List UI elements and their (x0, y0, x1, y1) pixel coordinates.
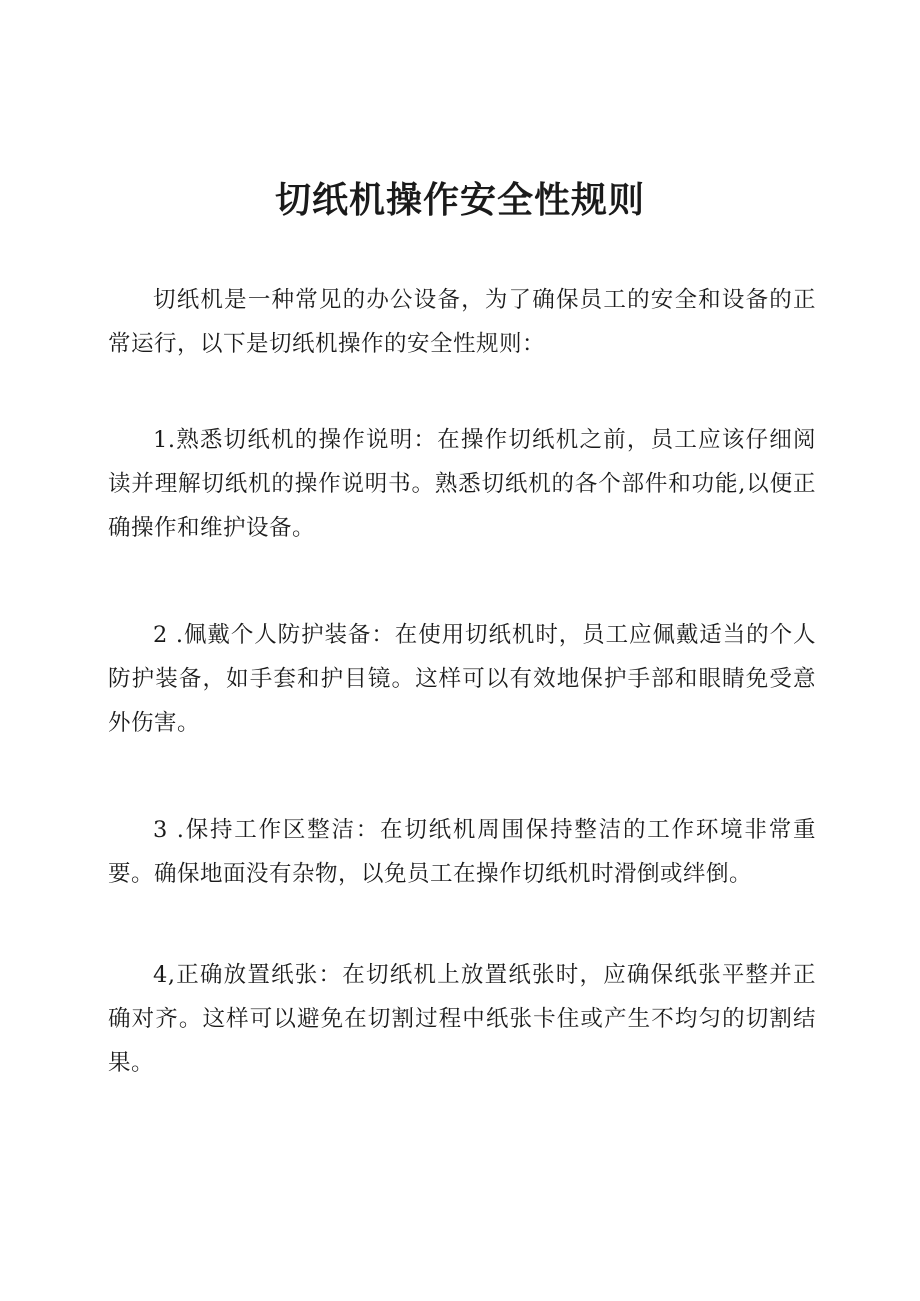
rule-paragraph-3: 3 .保持工作区整洁：在切纸机周围保持整洁的工作环境非常重要。确保地面没有杂物，以免员工在操作切纸机时滑倒或绊倒。 (108, 817, 816, 887)
rule-paragraph-4: 4,正确放置纸张：在切纸机上放置纸张时，应确保纸张平整并正确对齐。这样可以避免在切割过程中纸张卡住或产生不均匀的切割结果。 (108, 962, 816, 1076)
document-title: 切纸机操作安全性规则 (274, 180, 645, 221)
intro-paragraph: 切纸机是一种常见的办公设备，为了确保员工的安全和设备的正常运行，以下是切纸机操作的安全性规则： (108, 287, 816, 357)
rule-paragraph-1: 1.熟悉切纸机的操作说明：在操作切纸机之前，员工应该仔细阅读并理解切纸机的操作说明书。熟悉切纸机的各个部件和功能,以便正确操作和维护设备。 (108, 427, 816, 541)
rule-paragraph-2: 2 .佩戴个人防护装备：在使用切纸机时，员工应佩戴适当的个人防护装备，如手套和护目镜。这样可以有效地保护手部和眼睛免受意外伤害。 (108, 622, 816, 736)
